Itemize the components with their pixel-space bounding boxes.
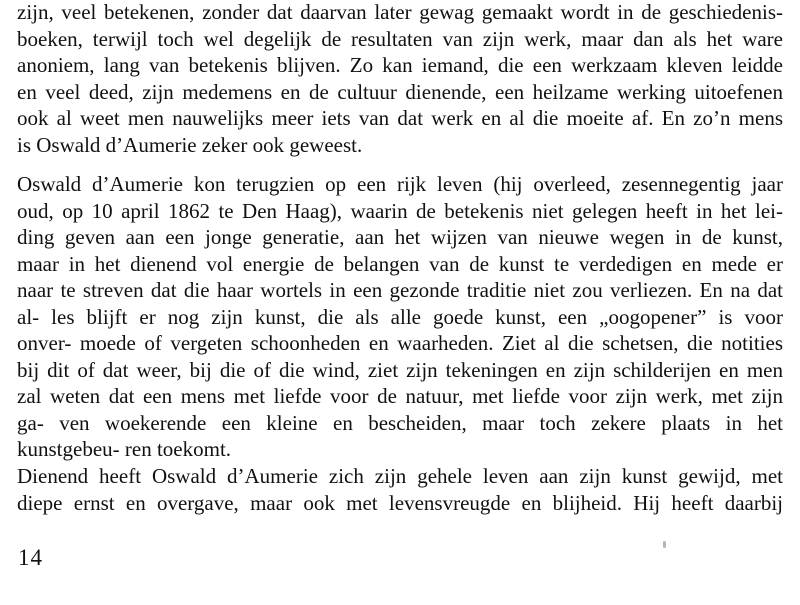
text-line: oud, op 10 april 1862 te Den Haag), waarin de betekenis niet gelegen heeft in het lei- xyxy=(17,198,783,223)
page-number: 14 xyxy=(18,545,43,570)
text-line: diepe ernst en overgave, maar ook met levensvreugde en blijheid. Hij heeft daarbij xyxy=(17,490,783,515)
text-line: boeken, terwijl toch wel degelijk de resultaten van zijn werk, maar dan als het ware xyxy=(17,26,783,51)
text-line: is Oswald d’Aumerie zeker ook geweest. xyxy=(17,132,363,157)
text-line: naar te streven dat die haar wortels in een gezonde traditie niet zou verliezen. En na dat xyxy=(17,278,783,302)
text-line: ga- ven woekerende een kleine en bescheiden, maar toch zekere plaats in het xyxy=(17,410,783,435)
paragraph-1 xyxy=(17,0,783,158)
text-line: Oswald d’Aumerie kon terugzien op een rijk leven (hij overleed, zesennegentig jaar xyxy=(17,172,783,196)
paragraph-2 xyxy=(17,171,783,463)
text-line: Dienend heeft Oswald d’Aumerie zich zijn gehele leven aan zijn kunst gewijd, met xyxy=(17,464,783,488)
text-line: maar in het dienend vol energie de belangen van de kunst te verdedigen en mede er xyxy=(17,251,783,276)
text-line: zijn, veel betekenen, zonder dat daarvan later gewag gemaakt wordt in de geschiedenis- xyxy=(17,0,783,24)
text-line: bij dit of dat weer, bij die of die wind, ziet zijn tekeningen en zijn schilderijen en men xyxy=(17,357,783,382)
text-line: zal weten dat een mens met liefde voor de natuur, met liefde voor zijn werk, met zijn xyxy=(17,384,783,408)
text-line: al- les blijft er nog zijn kunst, die als alle goede kunst, een „oogopener” is voor xyxy=(17,304,783,329)
text-line: ding geven aan een jonge generatie, aan het wijzen van nieuwe wegen in de kunst, xyxy=(17,225,783,249)
text-line: ook al weet men nauwelijks meer iets van dat werk en al die moeite af. En zo’n mens xyxy=(17,106,783,130)
text-line: en veel deed, zijn medemens en de cultuur dienende, een heilzame werking uitoefenen xyxy=(17,79,783,104)
text-line: anoniem, lang van betekenis blijven. Zo kan iemand, die een werkzaam kleven leidde xyxy=(17,53,783,77)
scan-speck xyxy=(663,541,666,548)
text-line: kunstgebeu- ren toekomt. xyxy=(17,437,232,461)
paragraph-3 xyxy=(17,463,783,516)
text-line: onver- moede of vergeten schoonheden en waarheden. Ziet al die schetsen, die notities xyxy=(17,331,783,355)
